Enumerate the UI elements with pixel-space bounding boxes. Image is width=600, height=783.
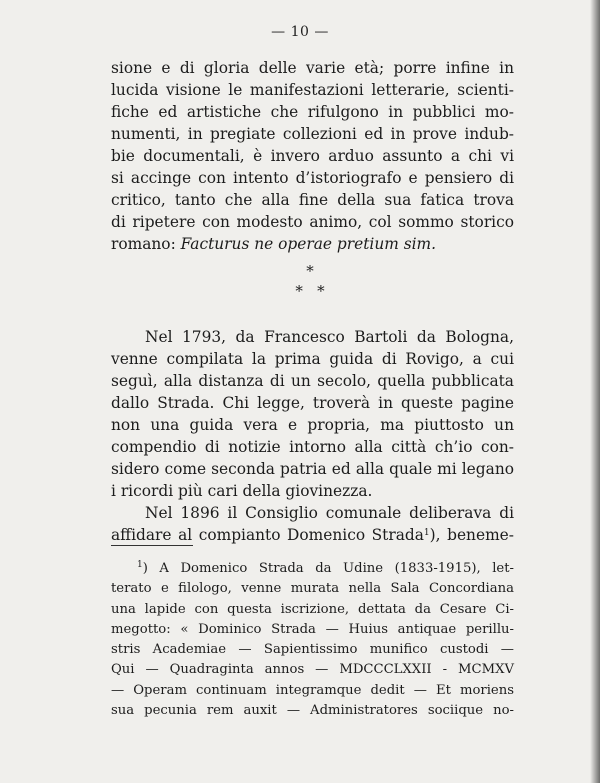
text-line	[111, 233, 514, 255]
footnote-reference: 1	[423, 528, 430, 538]
text-fragment: ), beneme-	[429, 526, 514, 544]
text-line: compendio di notizie intorno alla città ch’io con-	[111, 438, 514, 456]
footnote-line: — Operam continuam integramque dedit — Et moriens	[111, 682, 514, 698]
text-line: Nel 1896 il Consiglio comunale deliberava di	[145, 504, 514, 522]
text-line: sione e di gloria delle varie età; porre infine in	[111, 59, 514, 77]
footnote-line: sua pecunia rem auxit — Administratores sociique no-	[111, 703, 514, 719]
text-line: di ripetere con modesto animo, col sommo storico	[111, 213, 514, 231]
footnote-divider	[111, 545, 193, 546]
text-line: non una guida vera e propria, ma piuttosto un	[111, 416, 514, 434]
text-line: sidero come seconda patria ed alla quale mi legano	[111, 460, 514, 478]
main-paragraph	[111, 326, 514, 546]
text-line: bie documentali, è invero arduo assunto a chi vi	[111, 147, 514, 165]
text-line: critico, tanto che alla fine della sua fatica trova	[111, 191, 514, 209]
footnote-marker: 1	[137, 560, 143, 570]
text-line: seguì, alla distanza di un secolo, quella pubblicata	[111, 372, 514, 390]
latin-quote: Facturus ne operae pretium sim.	[180, 235, 437, 253]
text-fragment: ) A Domenico Strada da Udine (1833-1915), let-	[142, 561, 514, 576]
footnote-line: stris Academiae — Sapientissimo munifico custodi —	[111, 642, 514, 658]
text-line: fiche ed artistiche che rifulgono in pubblici mo-	[111, 103, 514, 121]
text-line: si accinge con intento d’istoriografo e pensiero di	[111, 169, 514, 187]
text-line	[111, 524, 514, 546]
footnote	[111, 559, 514, 721]
asterism-bottom: * *	[295, 282, 325, 300]
text-line: Nel 1793, da Francesco Bartoli da Bologna,	[145, 328, 514, 346]
footnote-line: Qui — Quadraginta annos — MDCCCLXXII - MCMXV	[111, 662, 514, 678]
text-line: dallo Strada. Chi legge, troverà in queste pagine	[111, 394, 514, 412]
footnote-line: una lapide con questa iscrizione, dettata da Cesare Ci-	[111, 601, 514, 617]
footnote-line: terato e filologo, venne murata nella Sala Concordiana	[111, 581, 514, 597]
text-line: lucida visione le manifestazioni letterarie, scienti-	[111, 81, 514, 99]
quote-intro: romano:	[111, 235, 181, 253]
opening-paragraph	[111, 57, 514, 255]
text-line: i ricordi più cari della giovinezza.	[111, 482, 373, 500]
text-line: numenti, in pregiate collezioni ed in prove indub-	[111, 125, 514, 143]
text-fragment: affidare al compianto Domenico Strada	[111, 526, 424, 544]
footnote-line: megotto: « Dominico Strada — Huius antiquae perillu-	[111, 621, 514, 637]
text-line: venne compilata la prima guida di Rovigo, a cui	[111, 350, 514, 368]
page-number: — 10 —	[271, 24, 329, 40]
asterism-top: *	[306, 262, 314, 280]
footnote-line	[111, 559, 514, 579]
